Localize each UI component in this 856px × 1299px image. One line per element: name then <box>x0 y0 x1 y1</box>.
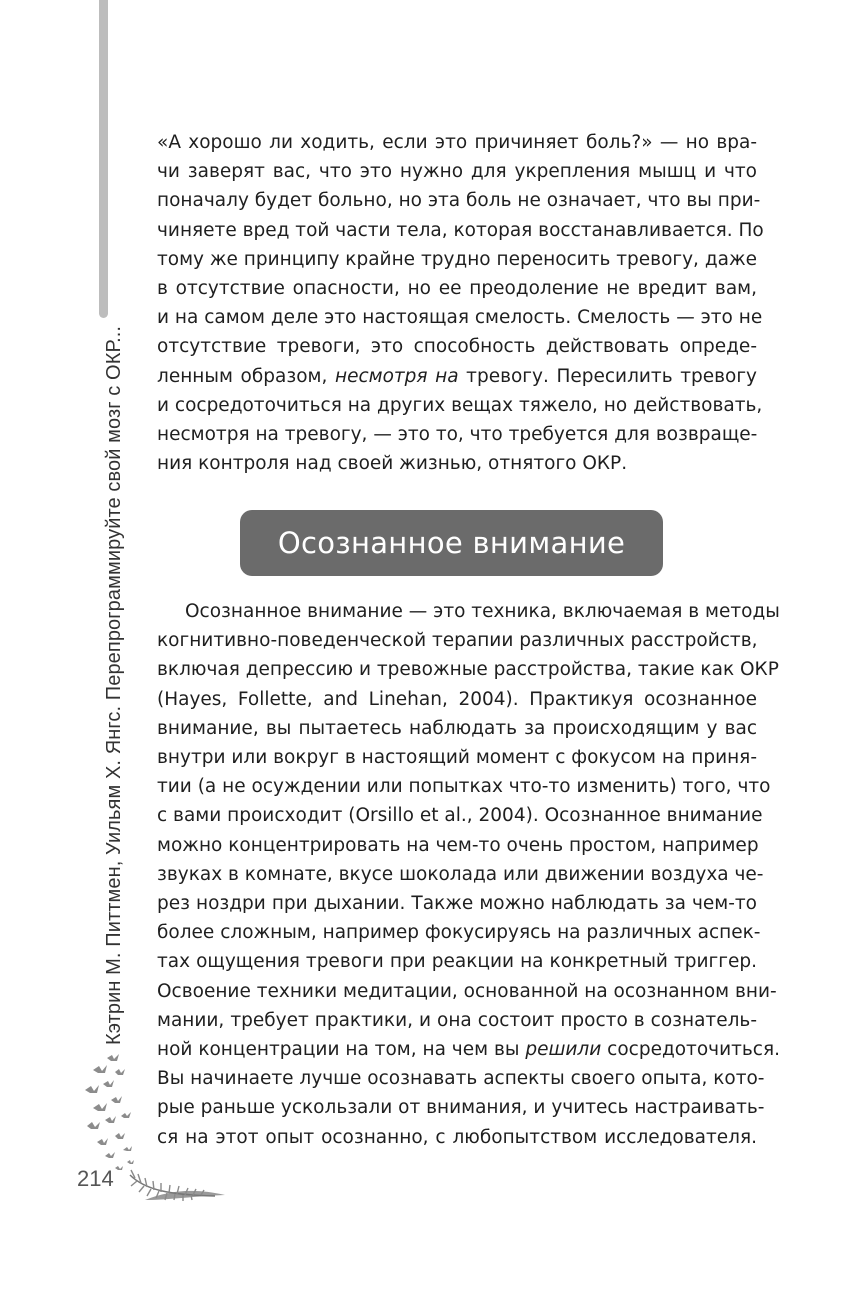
text-line: «А хорошо ли ходить, если это причиняет боль?» — но вра- <box>157 132 757 153</box>
running-title: Кэтрин М. Питтмен, Уильям Х. Янгс. Перепрограммируйте свой мозг с ОКР... <box>103 325 125 1045</box>
text-line: внимание, вы пытаетесь наблюдать за происходящим у вас <box>157 717 757 739</box>
text-line: ния контроля над своей жизнью, отнятого ОКР. <box>157 453 628 475</box>
text-line: рез ноздри при дыхании. Также можно наблюдать за чем-то <box>157 893 757 915</box>
emphasis-text: решили <box>525 1039 602 1061</box>
text-line: когнитивно-поведенческой терапии различных расстройств, <box>157 630 758 652</box>
text-fragment: ленным образом, <box>157 365 335 387</box>
text-line: рые раньше ускользали от внимания, и учитесь настраивать- <box>157 1097 765 1119</box>
text-line: поначалу будет больно, но эта боль не означает, что вы при- <box>157 190 761 212</box>
text-line: можно концентрировать на чем-то очень простом, например <box>157 834 759 856</box>
text-line: Осознанное внимание — это техника, включаемая в методы <box>185 601 780 622</box>
text-line: ся на этот опыт осознанно, с любопытством исследователя. <box>157 1126 757 1148</box>
text-line: отсутствие тревоги, это способность действовать опреде- <box>157 336 757 358</box>
text-line: Вы начинаете лучше осознавать аспекты своего опыта, кото- <box>157 1068 765 1090</box>
section-heading: Осознанное внимание <box>240 510 663 576</box>
text-line <box>157 362 757 391</box>
text-line: включая депрессию и тревожные расстройства, такие как ОКР <box>157 659 779 681</box>
text-fragment: тревогу. Пересилить тревогу <box>458 365 757 387</box>
text-line: более сложным, например фокусируясь на различных аспек- <box>157 922 761 944</box>
text-line <box>157 1035 780 1064</box>
text-line: тому же принципу крайне трудно переносить тревогу, даже <box>157 248 757 270</box>
text-line: звуках в комнате, вкусе шоколада или движении воздуха че- <box>157 863 764 885</box>
text-line: с вами происходит (Orsillo et al., 2004). Осознанное внимание <box>157 805 763 827</box>
text-line: и сосредоточиться на других вещах тяжело, но действовать, <box>157 394 763 416</box>
text-line: и на самом деле это настоящая смелость. Смелость — это не <box>157 307 763 329</box>
text-line: чи заверят вас, что это нужно для укрепления мышц и что <box>157 161 757 183</box>
text-line: несмотря на тревогу, — это то, что требуется для возвраще- <box>157 424 758 446</box>
side-bar <box>99 0 108 318</box>
text-line: тии (а не осуждении или попытках что-то изменить) того, что <box>157 776 771 798</box>
emphasis-text: несмотря на <box>334 365 459 387</box>
text-fragment: сосредоточиться. <box>601 1039 780 1061</box>
text-line: чиняете вред той части тела, которая восстанавливается. По <box>157 219 764 241</box>
text-line: мании, требует практики, и она состоит просто в сознатель- <box>157 1009 757 1031</box>
text-line: в отсутствие опасности, но ее преодоление не вредит вам, <box>157 278 757 300</box>
page-number: 214 <box>77 1166 114 1191</box>
paragraph-mindfulness <box>157 597 780 1152</box>
paragraph-continuation <box>157 128 764 478</box>
text-line: тах ощущения тревоги при реакции на конкретный триггер. <box>157 951 757 973</box>
text-line: Освоение техники медитации, основанной на осознанном вни- <box>157 980 777 1002</box>
text-fragment: ной концентрации на том, на чем вы <box>157 1039 526 1061</box>
text-line: внутри или вокруг в настоящий момент с фокусом на приня- <box>157 747 757 769</box>
text-line: (Hayes, Follette, and Linehan, 2004). Практикуя осознанное <box>157 688 757 710</box>
